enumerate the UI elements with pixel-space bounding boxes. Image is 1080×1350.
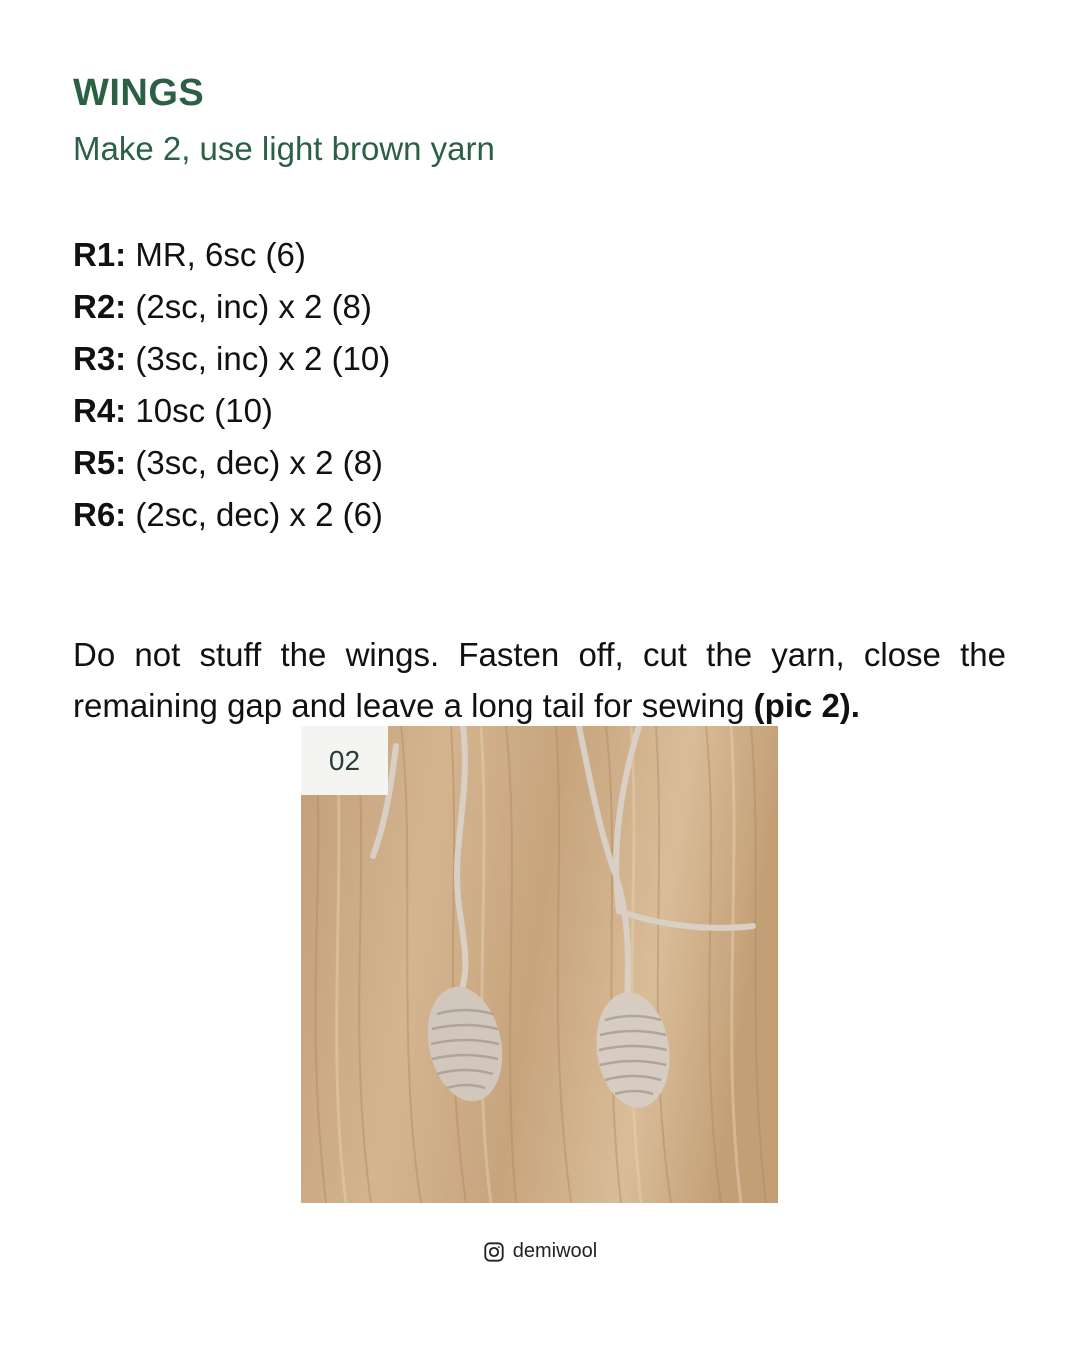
pattern-rows <box>73 232 390 544</box>
row-label: R2: <box>73 288 127 325</box>
instagram-icon <box>483 1241 505 1263</box>
row-text: (2sc, inc) x 2 (8) <box>135 288 372 325</box>
wings-photo <box>301 726 778 1203</box>
row-label: R1: <box>73 236 127 273</box>
picture-reference: (pic 2). <box>753 687 860 724</box>
pattern-row <box>73 336 390 388</box>
row-text: (3sc, inc) x 2 (10) <box>135 340 391 377</box>
section-subtitle: Make 2, use light brown yarn <box>73 130 495 167</box>
instructions-paragraph <box>73 629 1006 731</box>
pattern-row <box>73 232 390 284</box>
pattern-row <box>73 388 390 440</box>
instructions-text: Do not stuff the wings. Fasten off, cut the yarn, close the remaining gap and leave a long tail for sewing <box>73 636 1006 724</box>
footer <box>0 1240 1080 1263</box>
row-label: R3: <box>73 340 127 377</box>
row-text: (3sc, dec) x 2 (8) <box>135 444 383 481</box>
wings-photo-illustration <box>301 726 778 1203</box>
instagram-handle: demiwool <box>512 1240 598 1262</box>
wood-background <box>301 726 778 1203</box>
row-text: MR, 6sc (6) <box>135 236 306 273</box>
pattern-row <box>73 284 390 336</box>
photo-number-badge: 02 <box>301 726 388 795</box>
row-text: (2sc, dec) x 2 (6) <box>135 496 383 533</box>
row-label: R6: <box>73 496 127 533</box>
section-title: WINGS <box>73 72 205 114</box>
row-text: 10sc (10) <box>135 392 273 429</box>
pattern-row <box>73 492 390 544</box>
row-label: R5: <box>73 444 127 481</box>
pattern-row <box>73 440 390 492</box>
row-label: R4: <box>73 392 127 429</box>
